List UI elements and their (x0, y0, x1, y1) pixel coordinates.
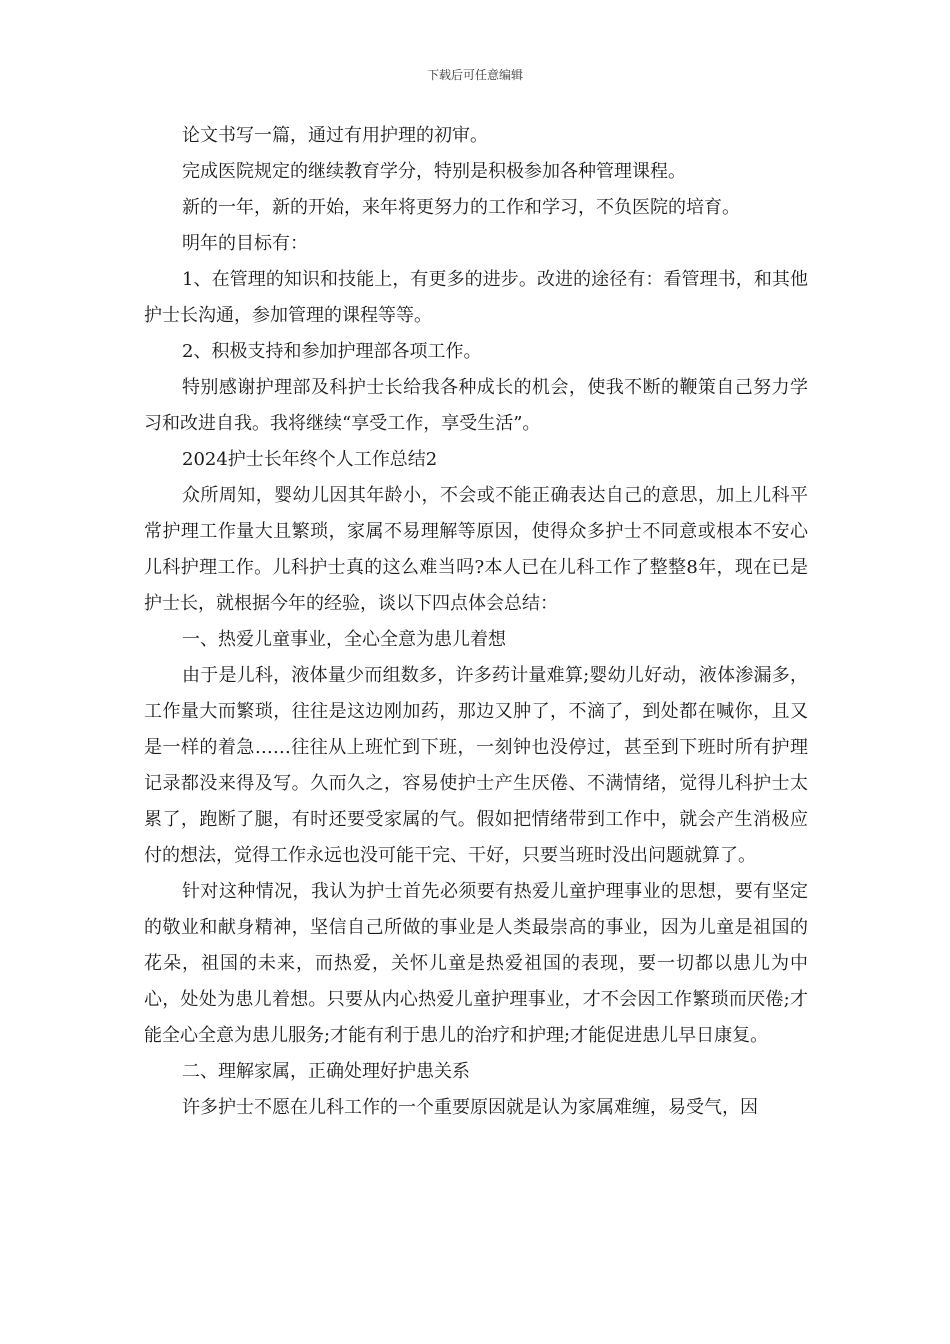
paragraph-new-year: 新的一年，新的开始，来年将更努力的工作和学习，不负医院的培育。 (182, 197, 740, 218)
paragraph-thesis: 论文书写一篇，通过有用护理的初审。 (182, 125, 488, 146)
paragraph-education-credits: 完成医院规定的继续教育学分，特别是积极参加各种管理课程。 (182, 161, 686, 182)
section-title-summary-2: 2024护士长年终个人工作总结2 (182, 449, 438, 470)
paragraph-goal-1: 1、在管理的知识和技能上，有更多的进步。改进的途径有：看管理书，和其他护士长沟通，参加管理的课程等等。 (144, 269, 808, 326)
paragraph-section-1-a: 由于是儿科，液体量少而组数多，许多药计量难算;婴幼儿好动，液体渗漏多，工作量大而繁琐，往往是这边刚加药，那边又肿了，不滴了，到处都在喊你，且又是一样的着急……往往从上班忙到下班，一刻钟也没停过，甚至到下班时所有护理记录都没来得及写。久而久之，容易使护士产生厌倦、不满情绪，觉得儿科护士太累了，跑断了腿，有时还要受家属的气。假如把情绪带到工作中，就会产生消极应付的想法，觉得工作永远也没可能干完、干好，只要当班时没出问题就算了。 (144, 665, 808, 866)
section-heading-2: 二、理解家属，正确处理好护患关系 (182, 1061, 470, 1082)
page-header-note: 下载后可任意编辑 (426, 68, 523, 82)
paragraph-goals-heading: 明年的目标有： (182, 233, 308, 254)
paragraph-intro: 众所周知，婴幼儿因其年龄小，不会或不能正确表达自己的意思，加上儿科平常护理工作量大且繁琐，家属不易理解等原因，使得众多护士不同意或根本不安心儿科护理工作。儿科护士真的这么难当吗?本人已在儿科工作了整整8年，现在已是护士长，就根据今年的经验，谈以下四点体会总结： (144, 485, 808, 614)
section-heading-1: 一、热爱儿童事业，全心全意为患儿着想 (182, 629, 506, 650)
paragraph-section-2-a: 许多护士不愿在儿科工作的一个重要原因就是认为家属难缠，易受气，因 (182, 1097, 758, 1118)
paragraph-thanks: 特别感谢护理部及科护士长给我各种成长的机会，使我不断的鞭策自己努力学习和改进自我。我将继续“享受工作，享受生活”。 (144, 377, 808, 434)
paragraph-goal-2: 2、积极支持和参加护理部各项工作。 (182, 341, 482, 362)
document-body (144, 118, 808, 1126)
paragraph-section-1-b: 针对这种情况，我认为护士首先必须要有热爱儿童护理事业的思想，要有坚定的敬业和献身精神，坚信自己所做的事业是人类最崇高的事业，因为儿童是祖国的花朵，祖国的未来，而热爱，关怀儿童是热爱祖国的表现，要一切都以患儿为中心，处处为患儿着想。只要从内心热爱儿童护理事业，才不会因工作繁琐而厌倦;才能全心全意为患儿服务;才能有利于患儿的治疗和护理;才能促进患儿早日康复。 (144, 881, 808, 1046)
